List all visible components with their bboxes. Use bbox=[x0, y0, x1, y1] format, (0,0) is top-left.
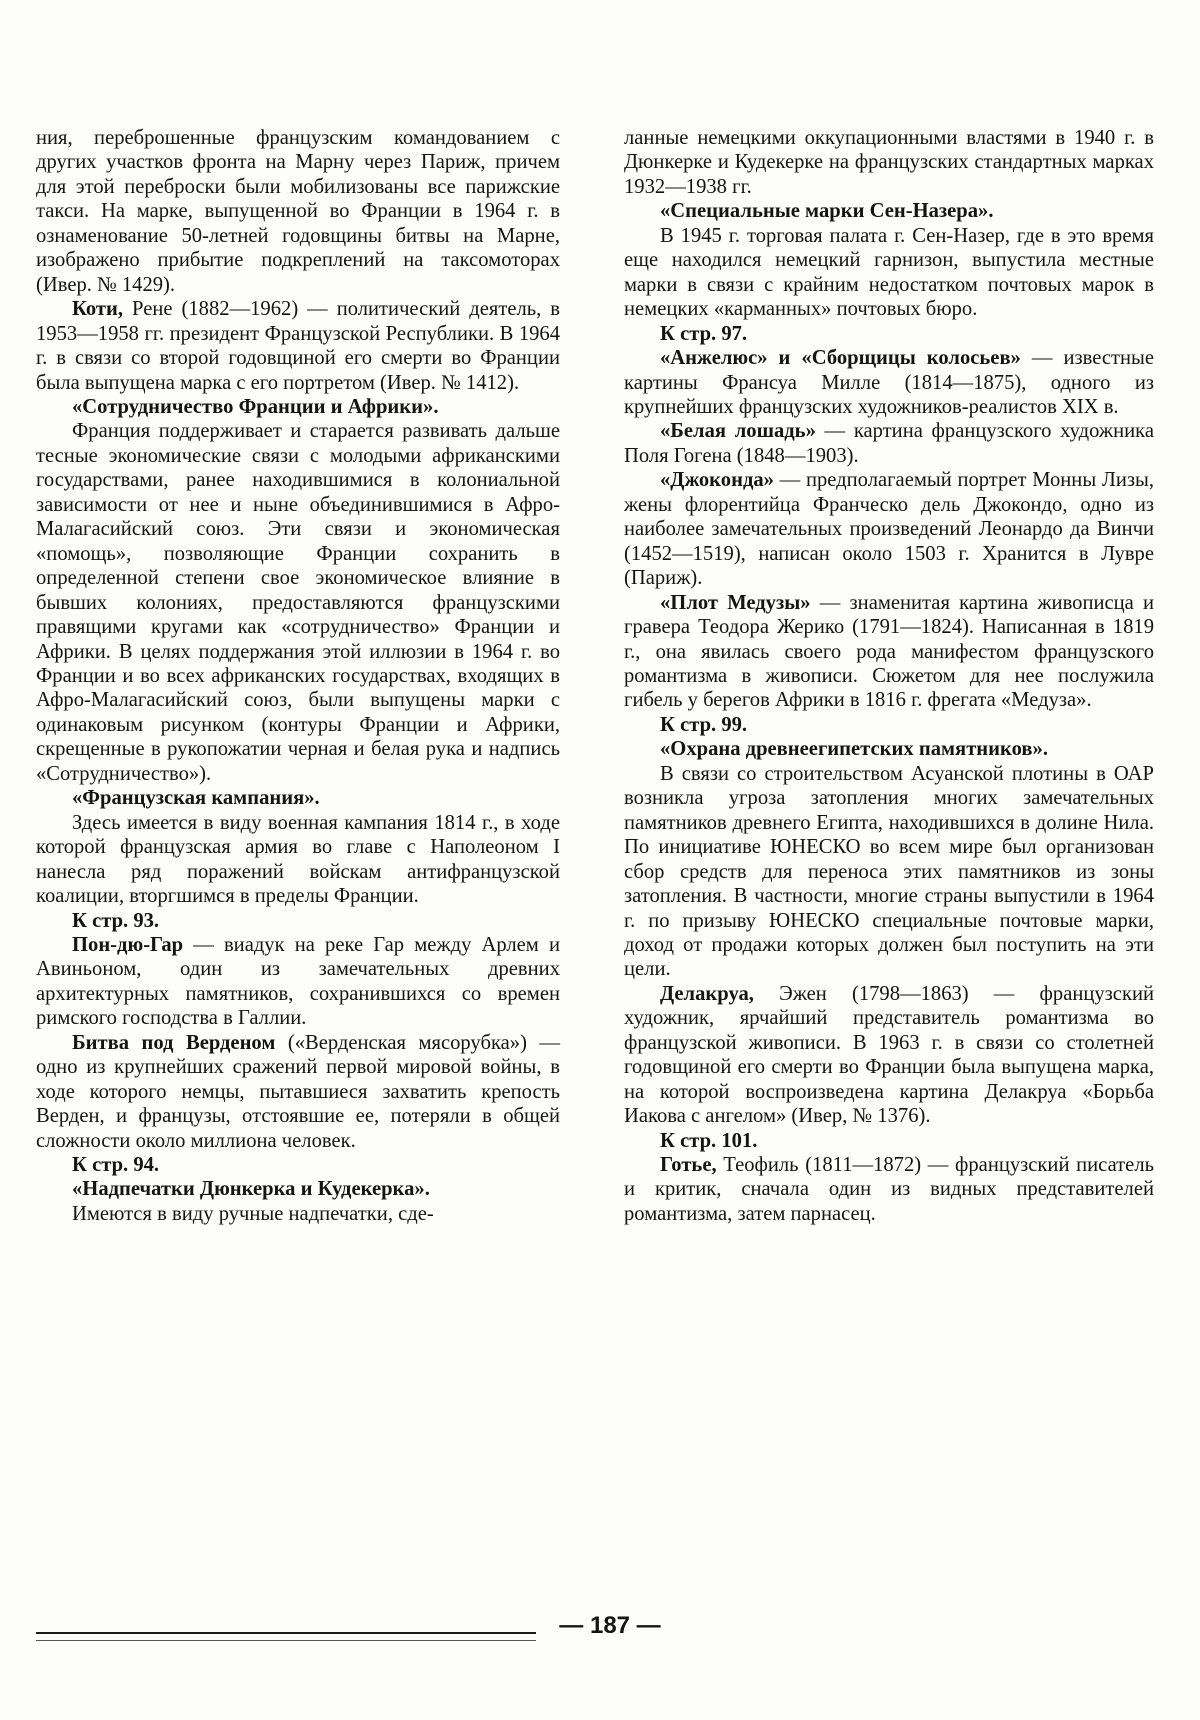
paragraph-overprints-cont: ланные немецкими оккупационными властями в 1940 г. в Дюнкерке и Кудекерке на французских стандартных марках 1932—1938 гг. bbox=[624, 126, 1154, 199]
page-ref-94: К стр. 94. bbox=[36, 1153, 560, 1177]
term-overprints-label: «Надпечатки Дюнкерка и Кудекерка». bbox=[72, 1178, 430, 1200]
text-gioconda: — предполагаемый портрет Монны Лизы, жены флорентийца Франческо дель Джокондо, одно из наиболее замечательных произведений Леонардо да Винчи (1452—1519), написан около 1503 г. Хранится в Лувре (Париж). bbox=[624, 469, 1154, 589]
entry-gautier bbox=[624, 1153, 1154, 1226]
text-white-horse: — картина французского художника Поля Гогена (1848—1903). bbox=[624, 420, 1154, 466]
term-gioconda: «Джоконда» bbox=[660, 469, 774, 491]
entry-angelus bbox=[624, 346, 1154, 419]
paragraph-marne: ния, переброшенные французским командованием с других участков фронта на Марну через Париж, причем для этой переброски были мобилизованы все парижские такси. На марке, выпущенной во Франции в 1964 г. в ознаменование 50-летней годовщины битвы на Марне, изображено прибытие подкреплений на таксомоторах (Ивер. № 1429). bbox=[36, 126, 560, 297]
text-delacroix: Эжен (1798—1863) — французский художник, ярчайший представитель романтизма во французской живописи. В 1963 г. в связи со столетней годовщиной его смерти во Франции была выпущена марка, на которой воспроизведена картина Делакруа «Борьба Иакова с ангелом» (Ивер, № 1376). bbox=[624, 983, 1154, 1127]
entry-coty bbox=[36, 297, 560, 395]
term-white-horse: «Белая лошадь» bbox=[660, 420, 816, 442]
text-raft-medusa: — знаменитая картина живописца и гравера Теодора Жерико (1791—1824). Написанная в 1819 г., она явилась своего рода манифестом французского романтизма в живописи. Сюжетом для нее послужила гибель у берегов Африки в 1816 г. фрегата «Медуза». bbox=[624, 592, 1154, 712]
term-cooperation bbox=[36, 395, 560, 419]
text-pont-du-gard: — виадук на реке Гар между Арлем и Авиньоном, один из замечательных древних архитектурных памятников, сохранившихся со времен римского господства в Галлии. bbox=[36, 934, 560, 1029]
entry-raft-medusa bbox=[624, 591, 1154, 713]
term-saint-nazaire bbox=[624, 199, 1154, 223]
term-verdun: Битва под Верденом bbox=[72, 1032, 275, 1054]
entry-delacroix bbox=[624, 982, 1154, 1129]
footer-rule bbox=[36, 1632, 536, 1634]
entry-verdun bbox=[36, 1031, 560, 1153]
text-egypt: В связи со строительством Асуанской плотины в ОАР возникла угроза затопления многих замечательных памятников древнего Египта, находившихся в долине Нила. По инициативе ЮНЕСКО во всем мире был организован сбор средств для переноса этих памятников из зоны затопления. В частности, многие страны выпустили в 1964 г. по призыву ЮНЕСКО специальные почтовые марки, доход от продажи которых должен был поступить на эти цели. bbox=[624, 762, 1154, 982]
term-coty: Коти, bbox=[72, 298, 123, 320]
text-angelus: — известные картины Франсуа Милле (1814—1875), одного из крупнейших французских художников-реалистов XIX в. bbox=[624, 347, 1154, 418]
page-ref-101: К стр. 101. bbox=[624, 1129, 1154, 1153]
term-egypt-label: «Охрана древнеегипетских памятников». bbox=[660, 738, 1048, 760]
term-cooperation-label: «Сотрудничество Франции и Африки». bbox=[72, 396, 438, 418]
footer-rule-thin bbox=[36, 1640, 536, 1641]
text-cooperation: Франция поддерживает и старается развивать дальше тесные экономические связи с молодыми африканскими государствами, ранее находившимися в колониальной зависимости от нее и ныне объединившимися в Афро-Малагасийский союз. Эти связи и экономическая «помощь», позволяющие Франции сохранить в определенной степени свое экономическое влияние в бывших колониях, предоставляются французскими правящими кругами как «сотрудничество» Франции и Африки. В целях поддержания этой иллюзии в 1964 г. во Франции и во всех африканских государствах, входящих в Афро-Малагасийский союз, были выпущены марки с одинаковым рисунком (контуры Франции и Африки, скрещенные в рукопожатии черная и белая рука и надпись «Сотрудничество»). bbox=[36, 419, 560, 786]
entry-pont-du-gard bbox=[36, 933, 560, 1031]
page-ref-99: К стр. 99. bbox=[624, 713, 1154, 737]
term-angelus: «Анжелюс» и «Сборщицы колосьев» bbox=[660, 347, 1021, 369]
term-campaign-label: «Французская кампания». bbox=[72, 787, 320, 809]
term-overprints bbox=[36, 1177, 560, 1201]
term-saint-nazaire-label: «Специальные марки Сен-Назера». bbox=[660, 200, 994, 222]
term-egypt bbox=[624, 737, 1154, 761]
text-gautier: Теофиль (1811—1872) — французский писатель и критик, сначала один из видных представителей романтизма, затем парнасец. bbox=[624, 1154, 1154, 1225]
text-verdun: («Верденская мясорубка») — одно из крупнейших сражений первой мировой войны, в ходе которого немцы, пытавшиеся захватить крепость Верден, и французы, отстоявшие ее, потеряли в общей сложности около миллиона человек. bbox=[36, 1032, 560, 1152]
page-ref-93: К стр. 93. bbox=[36, 909, 560, 933]
term-raft-medusa: «Плот Медузы» bbox=[660, 592, 811, 614]
term-campaign bbox=[36, 786, 560, 810]
page-number: — 187 — bbox=[540, 1612, 680, 1640]
text-overprints: Имеются в виду ручные надпечатки, сде- bbox=[36, 1202, 560, 1226]
term-delacroix: Делакруа, bbox=[660, 983, 754, 1005]
right-column bbox=[624, 126, 1154, 1226]
text-saint-nazaire: В 1945 г. торговая палата г. Сен-Назер, где в это время еще находился немецкий гарнизон, выпустила местные марки в связи с крайним недостатком почтовых марок в немецких «карманных» почтовых бюро. bbox=[624, 224, 1154, 322]
text-coty: Рене (1882—1962) — политический деятель, в 1953—1958 гг. президент Французской Республики. В 1964 г. в связи со второй годовщиной его смерти во Франции была выпущена марка с его портретом (Ивер. № 1412). bbox=[36, 298, 560, 393]
entry-gioconda bbox=[624, 468, 1154, 590]
book-page bbox=[0, 0, 1200, 1720]
entry-white-horse bbox=[624, 419, 1154, 468]
term-pont-du-gard: Пон-дю-Гар bbox=[72, 934, 183, 956]
text-campaign: Здесь имеется в виду военная кампания 1814 г., в ходе которой французская армия во главе с Наполеоном I нанесла ряд поражений войскам антифранцузской коалиции, вторгшимся в пределы Франции. bbox=[36, 811, 560, 909]
term-gautier: Готье, bbox=[660, 1154, 717, 1176]
left-column bbox=[36, 126, 560, 1226]
page-ref-97: К стр. 97. bbox=[624, 322, 1154, 346]
